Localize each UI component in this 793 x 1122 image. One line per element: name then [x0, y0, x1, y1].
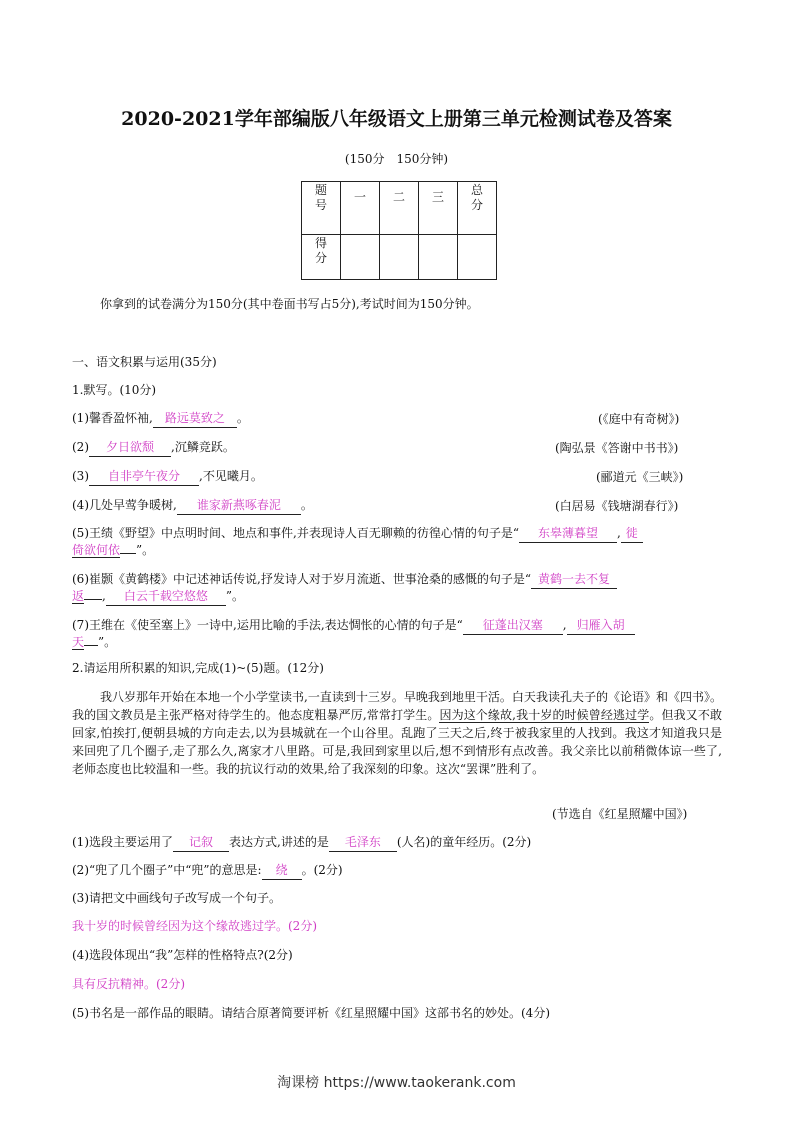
source-citation: (白居易《钱塘湖春行》)	[555, 499, 679, 513]
q2-sub-4: (4)选段体现出“我”怎样的性格特点?(2分)	[72, 948, 293, 962]
page-title: 2020-2021学年部编版八年级语文上册第三单元检测试卷及答案	[121, 108, 672, 130]
score-table-cell	[419, 235, 458, 280]
answer-blank: 绕	[262, 862, 302, 880]
score-table-cell	[458, 235, 497, 280]
q2-sub-3-answer: 我十岁的时候曾经因为这个缘故逃过学。(2分)	[72, 919, 317, 933]
section-heading: 一、语文积累与运用(35分)	[72, 355, 217, 369]
answer-blank: 谁家新燕啄春泥	[177, 497, 301, 515]
q1-item-5: (5)王绩《野望》中点明时间、地点和事件,并表现诗人百无聊赖的彷徨心情的句子是“ 东皋薄暮望 , 徙	[72, 525, 643, 543]
footer-watermark: 淘课榜 https://www.taokerank.com	[277, 1075, 516, 1091]
q1-item-4: (4)几处早莺争暖树, 谁家新燕啄春泥 。	[72, 497, 313, 515]
answer-blank: 白云千载空悠悠	[106, 588, 226, 606]
answer-blank: 返	[72, 589, 85, 603]
score-table-cell	[341, 235, 380, 280]
score-table-cell: 总 分	[458, 182, 497, 235]
q1-item-3: (3) 自非亭午夜分 ,不见曦月。	[72, 468, 263, 486]
score-table-cell: 题 号	[302, 182, 341, 235]
answer-blank: 倚欲何依	[72, 543, 121, 557]
question-1-header: 1.默写。(10分)	[72, 383, 157, 397]
answer-blank: 记叙	[173, 834, 229, 852]
answer-blank: 毛泽东	[329, 834, 397, 852]
answer-blank: 自非亭午夜分	[89, 468, 199, 486]
q1-item-2: (2) 夕日欲颓 ,沉鳞竞跃。	[72, 439, 235, 457]
q2-sub-2: (2)“兜了几个圈子”中“兜”的意思是: 绕 。(2分)	[72, 862, 343, 880]
q2-sub-4-answer: 具有反抗精神。(2分)	[72, 977, 185, 991]
score-table	[301, 181, 497, 280]
source-citation: (《庭中有奇树》)	[598, 412, 680, 426]
q2-sub-1: (1)选段主要运用了 记叙 表达方式,讲述的是 毛泽东 (人名)的童年经历。(2分)	[72, 834, 531, 852]
q1-item-7-cont: 天 ”。	[72, 635, 117, 649]
answer-blank: 归雁入胡	[567, 617, 635, 635]
score-table-cell: 得 分	[302, 235, 341, 280]
reading-passage: 我八岁那年开始在本地一个小学堂读书,一直读到十三岁。早晚我到地里干活。白天我读孔夫子的《论语》和《四书》。我的国文教员是主张严格对待学生的。他态度粗暴严厉,常常打学生。因为这个缘故,我十岁的时候曾经逃过学。但我又不敢回家,怕挨打,便朝县城的方向走去,以为县城就在一个山谷里。乱跑了三天之后,终于被我家里的人找到。我这才知道我只是来回兜了几个圈子,走了那么久,离家才八里路。可是,我回到家里以后,想不到情形有点改善。我父亲比以前稍微体谅一些了,老师态度也比较温和一些。我的抗议行动的效果,给了我深刻的印象。这次“罢课”胜利了。	[72, 690, 722, 776]
passage-source: (节选自《红星照耀中国》)	[552, 807, 688, 821]
q1-item-6-cont: 返 , 白云千载空悠悠 ”。	[72, 588, 244, 606]
answer-blank: 路远莫致之	[153, 410, 237, 428]
score-table-cell: 二	[380, 182, 419, 235]
score-table-cell: 一	[341, 182, 380, 235]
score-time-note: (150分 150分钟)	[344, 152, 449, 166]
answer-blank: 东皋薄暮望	[519, 525, 617, 543]
answer-blank: 徙	[621, 525, 643, 543]
exam-intro: 你拿到的试卷满分为150分(其中卷面书写占5分),考试时间为150分钟。	[100, 297, 479, 311]
q1-item-7: (7)王维在《使至塞上》一诗中,运用比喻的手法,表达惆怅的心情的句子是“ 征蓬出汉塞 , 归雁入胡	[72, 617, 635, 635]
answer-blank: 天	[72, 635, 85, 649]
source-citation: (陶弘景《答谢中书书》)	[555, 441, 679, 455]
question-2-header: 2.请运用所积累的知识,完成(1)~(5)题。(12分)	[72, 661, 324, 675]
q1-item-6: (6)崔颢《黄鹤楼》中记述神话传说,抒发诗人对于岁月流逝、世事沧桑的感慨的句子是“ 黄鹤一去不复	[72, 571, 617, 589]
q2-sub-3: (3)请把文中画线句子改写成一个句子。	[72, 891, 281, 905]
q1-item-1: (1)馨香盈怀袖, 路远莫致之 。	[72, 410, 249, 428]
underlined-sentence: 因为这个缘故,我十岁的时候曾经逃过学	[439, 708, 650, 722]
source-citation: (郦道元《三峡》)	[596, 470, 684, 484]
answer-blank: 黄鹤一去不复	[531, 571, 617, 589]
answer-blank: 征蓬出汉塞	[463, 617, 563, 635]
q1-item-5-cont: 倚欲何依 ”。	[72, 543, 155, 557]
score-table-cell: 三	[419, 182, 458, 235]
answer-blank: 夕日欲颓	[89, 439, 171, 457]
score-table-cell	[380, 235, 419, 280]
q2-sub-5: (5)书名是一部作品的眼睛。请结合原著简要评析《红星照耀中国》这部书名的妙处。(4分)	[72, 1006, 550, 1020]
